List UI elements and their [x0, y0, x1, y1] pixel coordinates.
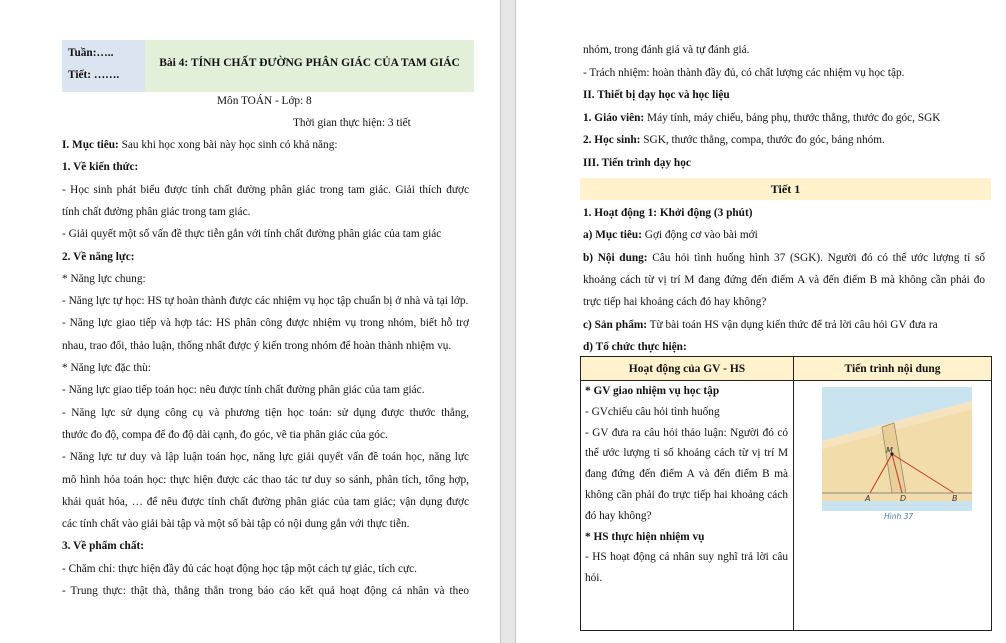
text-body: - Năng lực tự học: HS tự hoàn thành được các nhiệm vụ học tập chuẩn bị ở nhà và tại lớp. — [62, 295, 469, 308]
label-m: M — [886, 446, 893, 455]
text-line — [585, 405, 789, 419]
text-heading: d) Tổ chức thực hiện: — [583, 340, 687, 353]
text-line — [62, 406, 469, 420]
text-body: - Trách nhiệm: hoàn thành đầy đủ, có chất lượng các nhiệm vụ học tập. — [583, 66, 905, 79]
text-line — [62, 294, 468, 308]
text-body: đó hay không? — [585, 509, 652, 522]
text-heading: * HS thực hiện nhiệm vụ — [585, 530, 705, 543]
text-line — [62, 250, 134, 264]
text-heading: II. Thiết bị dạy học và học liệu — [583, 89, 730, 101]
text-line — [62, 473, 469, 487]
text-body: - Năng lực giao tiếp và hợp tác: HS phân công được nhiệm vụ trong nhóm, biết hỗ trợ — [62, 317, 469, 330]
text-body: - Năng lực giao tiếp toán học: nêu được tính chất đường phân giác của tam giác. — [62, 384, 425, 397]
text-body: SGK, thước thẳng, compa, thước đo góc, bảng nhóm. — [640, 134, 885, 146]
text-body: khái quát hóa, … để nêu được tính chất đường phân giác của tam giác; vận dụng được — [62, 495, 469, 508]
text-line — [62, 383, 425, 397]
period-heading: Tiết 1 — [580, 178, 991, 200]
text-body: - HS hoạt động cá nhân suy nghĩ trả lời câu — [585, 551, 788, 564]
text-line — [585, 384, 789, 398]
text-body: Câu hỏi tình huống hình 37 (SGK). Người đó có thể ước lượng tỉ số — [647, 251, 985, 264]
week-label: Tuần:….. — [68, 47, 114, 59]
activities-cell — [581, 381, 794, 631]
text-line — [62, 160, 138, 174]
text-body: * Năng lực chung: — [62, 272, 146, 285]
text-heading: a) Mục tiêu: — [583, 229, 642, 242]
text-line — [585, 571, 789, 585]
text-line — [585, 467, 788, 481]
header-week-lesson-box — [62, 40, 145, 92]
text-line — [62, 584, 469, 598]
text-body: hỏi. — [585, 572, 603, 585]
figure-37 — [822, 387, 972, 521]
text-line — [62, 272, 146, 286]
text-line — [62, 339, 451, 353]
text-line — [62, 517, 409, 531]
text-heading: 1. Giáo viên: — [583, 111, 645, 124]
subject-line: Môn TOÁN - Lớp: 8 — [217, 95, 312, 107]
text-line — [62, 539, 144, 553]
text-body: khoảng cách từ vị trí M đang đứng đến điểm A và đến điểm B mà không cần phải đo — [583, 273, 985, 286]
text-line — [62, 183, 469, 197]
text-body: Máy tính, máy chiếu, bảng phụ, thước thẳng, thước đo góc, SGK — [644, 111, 941, 124]
text-line — [62, 495, 469, 509]
text-line — [583, 156, 691, 170]
text-heading: III. Tiến trình dạy học — [583, 156, 691, 169]
text-line — [62, 428, 388, 442]
text-line — [62, 361, 151, 375]
text-body: - Năng lực tư duy và lập luận toán học, năng lực giải quyết vấn đề toán học, năng lực — [62, 451, 469, 464]
text-heading: 2. Về năng lực: — [62, 250, 135, 263]
text-line — [583, 206, 752, 220]
text-line — [583, 228, 758, 242]
text-body: các tính chất vào giải bài tập và một số bài tập có nội dung gắn với thực tiễn. — [62, 518, 410, 531]
text-body: trực tiếp hai khoảng cách đó hay không? — [583, 296, 767, 309]
col-header-activities: Hoạt động của GV - HS — [581, 357, 794, 381]
text-line — [62, 138, 337, 152]
period-label: Tiết: ……. — [68, 69, 120, 81]
text-body: thể ước lượng tỉ số khoảng cách từ vị trí M — [585, 447, 788, 460]
text-line — [583, 318, 938, 332]
text-body: nhóm, trong đánh giá và tự đánh giá. — [583, 44, 750, 56]
text-heading: c) Sản phẩm: — [583, 318, 648, 331]
text-line — [583, 340, 687, 354]
text-body: - Học sinh phát biểu được tính chất đường phân giác trong tam giác. Giải thích được — [62, 183, 469, 196]
text-line — [583, 111, 940, 125]
text-body: - GVchiếu câu hỏi tình huống — [585, 405, 720, 418]
text-body: đang đứng đến điểm A và đến điểm B mà — [585, 468, 788, 481]
col-header-content: Tiến trình nội dung — [794, 357, 992, 381]
text-line — [62, 450, 469, 464]
header-title-box — [145, 40, 474, 92]
text-body: - GV đưa ra câu hỏi thảo luận: Người đó có — [585, 426, 788, 439]
text-line — [585, 550, 788, 564]
text-heading: b) Nội dung: — [583, 251, 648, 264]
text-line — [583, 43, 749, 57]
label-a: A — [865, 494, 871, 503]
figure-caption: Hình 37 — [884, 512, 914, 521]
text-body: - Giải quyết một số vấn đề thực tiễn gắn với tính chất đường phân giác của tam giác — [62, 228, 442, 241]
text-body: Sau khi học xong bài này học sinh có khả năng: — [118, 139, 338, 151]
label-b: B — [952, 494, 958, 503]
text-line — [62, 227, 441, 241]
time-line: Thời gian thực hiện: 3 tiết — [293, 117, 411, 129]
text-body: mô hình hóa toán học: thực hiện được các thao tác tư duy so sánh, phân tích, tổng hợp, — [62, 473, 469, 486]
text-line — [585, 509, 789, 523]
text-body: - Chăm chỉ: thực hiện đầy đủ các hoạt động học tập một cách tự giác, tích cực. — [62, 562, 417, 575]
lesson-title: Bài 4: TÍNH CHẤT ĐƯỜNG PHÂN GIÁC CỦA TAM GIÁC — [159, 57, 460, 69]
text-body: thước đo độ, compa để đo độ dài cạnh, đo góc, vẽ tia phân giác của góc. — [62, 428, 388, 441]
text-line — [583, 295, 766, 309]
text-line — [62, 562, 417, 576]
text-line — [62, 316, 469, 330]
text-line — [583, 251, 985, 265]
text-heading: 3. Về phẩm chất: — [62, 540, 145, 553]
text-body: * Năng lực đặc thù: — [62, 362, 151, 374]
text-body: không cần phải đo trực tiếp hai khoảng cách — [585, 489, 788, 501]
text-line — [583, 88, 730, 102]
text-line — [585, 426, 788, 440]
text-heading: * GV giao nhiệm vụ học tập — [585, 385, 720, 397]
text-line — [62, 205, 250, 219]
text-heading: 1. Về kiến thức: — [62, 161, 139, 174]
text-heading: 2. Học sinh: — [583, 134, 641, 146]
text-line — [583, 133, 885, 147]
text-body: - Trung thực: thật thà, thẳng thắn trong báo cáo kết quả hoạt động cá nhân và theo — [62, 585, 469, 597]
text-line — [583, 273, 985, 287]
text-body: Gợi động cơ vào bài mới — [641, 229, 758, 242]
text-body: - Năng lực sử dụng công cụ và phương tiện học toán: sử dụng được thước thẳng, — [62, 406, 469, 419]
text-line — [585, 488, 788, 502]
text-line — [583, 66, 904, 80]
text-body: nhau, trao đổi, thảo luận, thống nhất được ý kiến trong nhóm để hoàn thành nhiệm vụ. — [62, 339, 452, 352]
text-heading: 1. Hoạt động 1: Khởi động (3 phút) — [583, 207, 753, 219]
text-heading: I. Mục tiêu: — [62, 139, 119, 151]
text-line — [585, 446, 788, 460]
label-d: D — [900, 494, 907, 503]
figure-water-bottom — [822, 501, 972, 511]
text-body: tính chất đường phân giác trong tam giác. — [62, 205, 251, 218]
text-line — [585, 530, 789, 544]
page-gutter — [500, 0, 516, 643]
text-body: Từ bài toán HS vận dụng kiến thức để trả lời câu hỏi GV đưa ra — [647, 318, 938, 331]
